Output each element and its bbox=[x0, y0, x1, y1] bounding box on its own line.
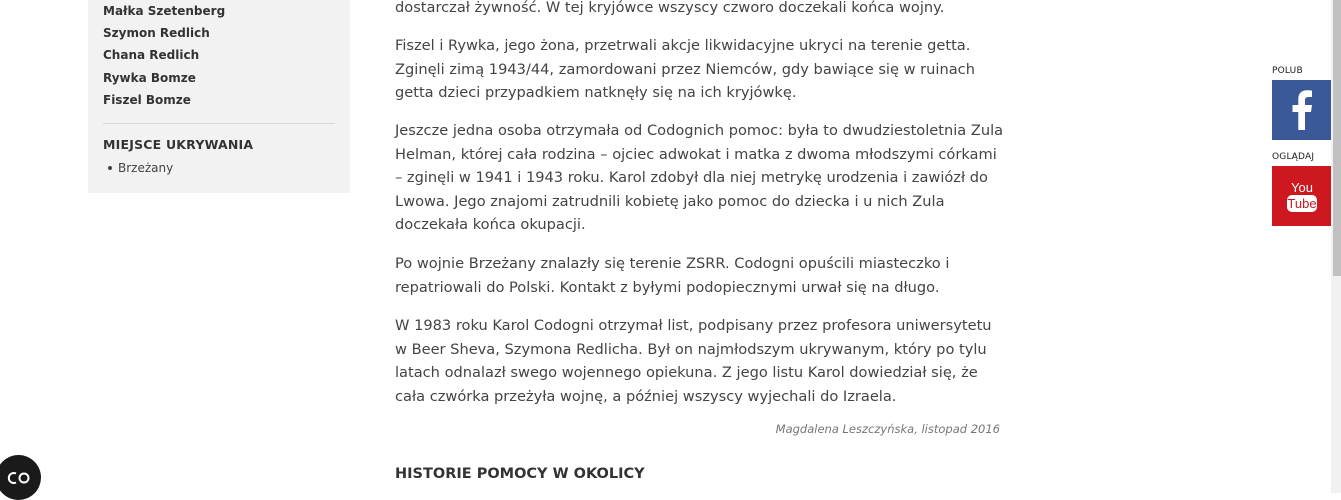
people-list bbox=[103, 0, 225, 111]
youtube-icon bbox=[1285, 178, 1319, 214]
watch-label: OGLĄDAJ bbox=[1272, 152, 1315, 162]
person-name[interactable]: Chana Redlich bbox=[103, 48, 200, 63]
person-name[interactable]: Fiszel Bomze bbox=[103, 92, 191, 107]
hiding-place-title: MIEJSCE UKRYWANIA bbox=[103, 137, 254, 152]
hiding-place-item[interactable] bbox=[103, 159, 173, 177]
person-name[interactable]: Małka Szetenberg bbox=[103, 4, 226, 18]
scrollbar-thumb[interactable] bbox=[1333, 0, 1341, 276]
facebook-icon bbox=[1291, 90, 1313, 130]
accessibility-icon bbox=[5, 470, 33, 486]
sidebar-divider bbox=[103, 123, 335, 124]
bullet-icon bbox=[108, 166, 112, 170]
youtube-text-top: You bbox=[1291, 180, 1313, 195]
sidebar bbox=[88, 0, 350, 193]
hiding-place-list bbox=[103, 159, 173, 177]
like-label: POLUB bbox=[1272, 66, 1303, 76]
article-paragraph: Jeszcze jedna osoba otrzymała od Codognich pomoc: była to dwudziestoletnia Zula Helman, której cała rodzina – ojciec adwokat i matka z dwoma młodszymi córkami – zginęli w 1941 i 1943 roku. Karol zdobył dla niej metrykę urodzenia i zawiózł do Lwowa. Jego znajomi zatrudnili kobietę jako pomoc do dziecka i u nich Zula doczekała końca okupacji. bbox=[395, 122, 1004, 233]
accessibility-toggle-button[interactable] bbox=[0, 455, 41, 500]
hiding-place-label: Brzeżany bbox=[118, 161, 174, 175]
person-name[interactable]: Szymon Redlich bbox=[103, 26, 210, 41]
article-paragraph: Fiszel i Rywka, jego żona, przetrwali akcje likwidacyjne ukryci na terenie getta. Zginęli zimą 1943/44, zamordowani przez Niemców, gdy bawiące się w ruinach getta dzieci przypadkiem natknęły się na ich kryjówkę. bbox=[395, 37, 975, 101]
person-name[interactable]: Rywka Bomze bbox=[103, 70, 196, 85]
article-signature: Magdalena Leszczyńska, listopad 2016 bbox=[775, 422, 1000, 436]
facebook-button[interactable] bbox=[1272, 80, 1332, 140]
article-paragraph: Po wojnie Brzeżany znalazły się terenie ZSRR. Codogni opuścili miasteczko i repatriowali do Polski. Kontakt z byłymi podopiecznymi urwał się na długo. bbox=[395, 255, 950, 296]
youtube-button[interactable] bbox=[1272, 166, 1332, 226]
youtube-text-bottom: Tube bbox=[1287, 196, 1317, 211]
article-paragraph: dostarczał żywność. W tej kryjówce wszyscy czworo doczekali końca wojny. bbox=[395, 0, 945, 16]
nearby-stories-heading: HISTORIE POMOCY W OKOLICY bbox=[395, 466, 645, 482]
article-paragraph: W 1983 roku Karol Codogni otrzymał list, podpisany przez profesora uniwersytetu w Beer Sheva, Szymona Redlicha. Był on najmłodszym ukrywanym, który po tylu latach odnalazł swego wojennego opiekuna. Z jego listu Karol dowiedział się, że cała czwórka przeżyła wojnę, a później wszyscy wyjechali do Izraela. bbox=[395, 317, 992, 405]
